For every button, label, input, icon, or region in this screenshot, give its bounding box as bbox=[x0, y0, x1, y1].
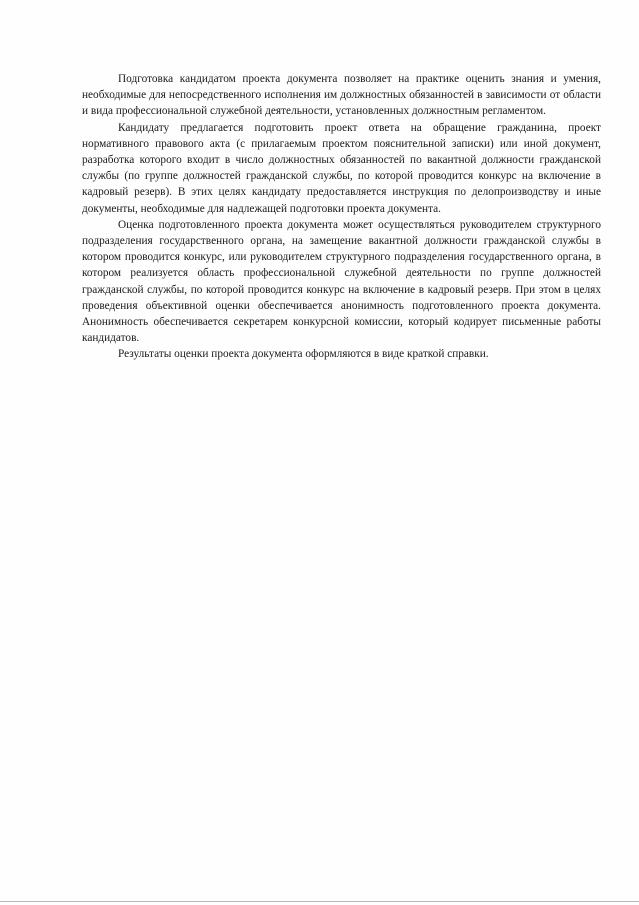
paragraph-3: Оценка подготовленного проекта документа может осуществляться руководителем структурного подразделения государственного органа, на замещение вакантной должности гражданской службы в котором проводится конкурс, или руководителем структурного подразделения государственного органа, в котором реализуется область профессиональной служебной деятельности по группе должностей гражданской службы, по которой проводится конкурс на включение в кадровый резерв. При этом в целях проведения объективной оценки обеспечивается анонимность подготовленного проекта документа. Анонимность обеспечивается секретарем конкурсной комиссии, который кодирует письменные работы кандидатов. bbox=[82, 218, 601, 345]
page-bottom-edge bbox=[0, 901, 639, 902]
document-body bbox=[82, 71, 601, 363]
paragraph-1: Подготовка кандидатом проекта документа позволяет на практике оценить знания и умения, необходимые для непосредственного исполнения им должностных обязанностей в зависимости от области и вида профессиональной служебной деятельности, установленных должностным регламентом. bbox=[82, 73, 601, 118]
paragraph-4: Результаты оценки проекта документа оформляются в виде краткой справки. bbox=[118, 348, 489, 361]
paragraph-2: Кандидату предлагается подготовить проект ответа на обращение гражданина, проект нормативного правового акта (с прилагаемым проектом пояснительной записки) или иной документ, разработка которого входит в число должностных обязанностей по вакантной должности гражданской службы (по группе должностей гражданской службы, по которой проводится конкурс на включение в кадровый резерв). В этих целях кандидату предоставляется инструкция по делопроизводству и иные документы, необходимые для надлежащей подготовки проекта документа. bbox=[82, 121, 601, 215]
